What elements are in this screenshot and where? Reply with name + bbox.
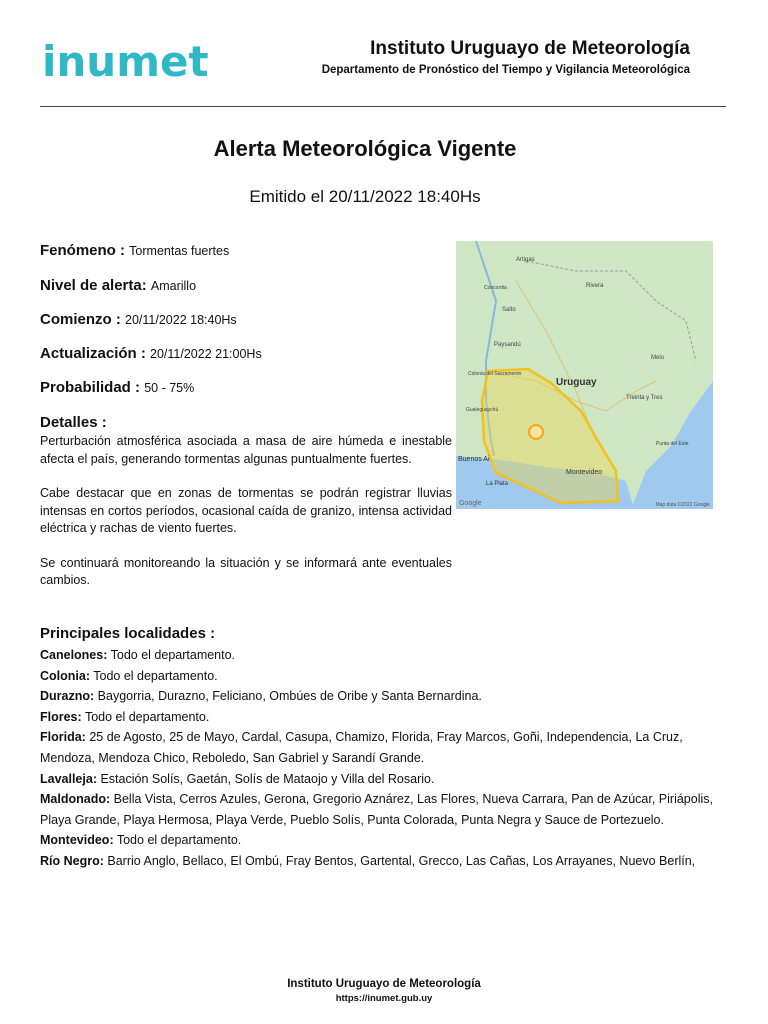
map-label-colonia: Colonia del Sacramento [468, 371, 522, 377]
department-name: Durazno: [40, 689, 95, 704]
department-name: Lavalleja: [40, 771, 97, 786]
list-item [40, 645, 730, 666]
details-paragraph: Cabe destacar que en zonas de tormentas se podrán registrar lluvias intensas en cortos períodos, ocasional caída de granizo, intensa actividad eléctrica y rachas de viento fuertes. [40, 486, 452, 535]
field-probabilidad [40, 379, 194, 396]
issued-date: Emitido el 20/11/2022 18:40Hs [249, 187, 481, 206]
inumet-logo: inumet [42, 37, 209, 86]
google-logo: Google [459, 500, 482, 507]
department-name: Flores: [40, 709, 82, 724]
map-label-paysandu: Paysandú [494, 342, 521, 348]
field-comienzo [40, 311, 237, 328]
list-item [40, 727, 730, 768]
list-item [40, 830, 730, 851]
department-places: Bella Vista, Cerros Azules, Gerona, Gregorio Aznárez, Las Flores, Nueva Carrara, Pan de Azúcar, Piriápolis, Playa Grande, Playa Hermosa, Playa Verde, Pueblo Solís, Punta Colorada, Punta Negra y Sauce de Portezuelo. [40, 792, 713, 827]
localities-heading: Principales localidades : [40, 625, 216, 642]
map-attribution: Map data ©2022 Google [655, 502, 710, 508]
department-name: Maldonado: [40, 792, 111, 807]
department-places: Todo el departamento. [93, 668, 218, 683]
nivel-value: Amarillo [150, 279, 197, 293]
details-text [40, 433, 452, 607]
field-nivel [40, 277, 196, 294]
probabilidad-label: Probabilidad : [40, 379, 141, 396]
department-name: Departamento de Pronóstico del Tiempo y Vigilancia Meteorológica [321, 64, 690, 76]
storm-icon [529, 425, 543, 439]
department-places: Todo el departamento. [84, 709, 210, 724]
comienzo-value: 20/11/2022 18:40Hs [125, 313, 237, 327]
map-label-gualeguaychu: Gualeguaychú [466, 407, 499, 413]
map-label-concordia: Concordia [484, 285, 507, 291]
alert-map [456, 241, 713, 509]
list-item [40, 707, 730, 728]
details-paragraph: Se continuará monitoreando la situación y se informará ante eventuales cambios. [40, 555, 452, 587]
department-places: Todo el departamento. [116, 833, 242, 848]
actualizacion-label: Actualización : [40, 345, 146, 362]
map-label-artigas: Artigas [516, 257, 535, 263]
map-label-treinta-y-tres: Treinta y Tres [626, 395, 663, 401]
details-heading: Detalles : [40, 414, 107, 431]
header-divider [40, 106, 726, 107]
department-name: Canelones: [40, 648, 108, 662]
department-name: Florida: [40, 730, 86, 745]
department-places: Barrio Anglo, Bellaco, El Ombú, Fray Bentos, Gartental, Grecco, Las Cañas, Los Arrayanes, Nuevo Berlín, [107, 853, 696, 868]
map-label-punta-del-este: Punta del Este [656, 441, 689, 447]
localities-list [40, 645, 730, 872]
department-places: Todo el departamento. [110, 648, 236, 662]
details-paragraph: Perturbación atmosférica asociada a masa de aire húmeda e inestable afecta el país, generando tormentas algunas puntualmente fuertes. [40, 434, 452, 466]
comienzo-label: Comienzo : [40, 311, 121, 328]
fenomeno-label: Fenómeno : [40, 242, 125, 259]
map-label-montevideo: Montevideo [566, 469, 603, 476]
org-name: Instituto Uruguayo de Meteorología [370, 38, 690, 59]
probabilidad-value: 50 - 75% [144, 381, 195, 395]
field-actualizacion [40, 345, 262, 362]
department-places: Baygorria, Durazno, Feliciano, Ombúes de Oribe y Santa Bernardina. [97, 689, 482, 704]
map-label-salto: Salto [502, 307, 516, 313]
map-label-rivera: Rivera [586, 283, 604, 289]
list-item [40, 769, 730, 790]
list-item [40, 789, 730, 830]
list-item [40, 851, 730, 872]
map-label-la-plata: La Plata [486, 481, 509, 487]
field-fenomeno [40, 242, 229, 259]
map-label-melo: Melo [651, 355, 665, 361]
nivel-label: Nivel de alerta: [40, 277, 147, 294]
map-label-buenos-aires: Buenos Ai [458, 456, 490, 463]
department-places: 25 de Agosto, 25 de Mayo, Cardal, Casupa, Chamizo, Florida, Fray Marcos, Goñi, Independencia, La Cruz, Mendoza, Mendoza Chico, Reboledo, San Gabriel y Sarandí Grande. [40, 730, 683, 765]
list-item [40, 666, 730, 687]
page-title: Alerta Meteorológica Vigente [213, 136, 517, 161]
fenomeno-value: Tormentas fuertes [129, 244, 230, 258]
department-name: Colonia: [40, 668, 90, 683]
department-name: Río Negro: [40, 853, 104, 868]
map-label-uruguay: Uruguay [556, 377, 597, 388]
department-places: Estación Solís, Gaetán, Solís de Mataojo y Villa del Rosario. [100, 771, 435, 786]
actualizacion-value: 20/11/2022 21:00Hs [150, 347, 262, 361]
footer-url[interactable]: https://inumet.gub.uy [335, 993, 433, 1004]
footer-org-name: Instituto Uruguayo de Meteorología [287, 978, 481, 990]
list-item [40, 686, 730, 707]
department-name: Montevideo: [40, 833, 114, 848]
